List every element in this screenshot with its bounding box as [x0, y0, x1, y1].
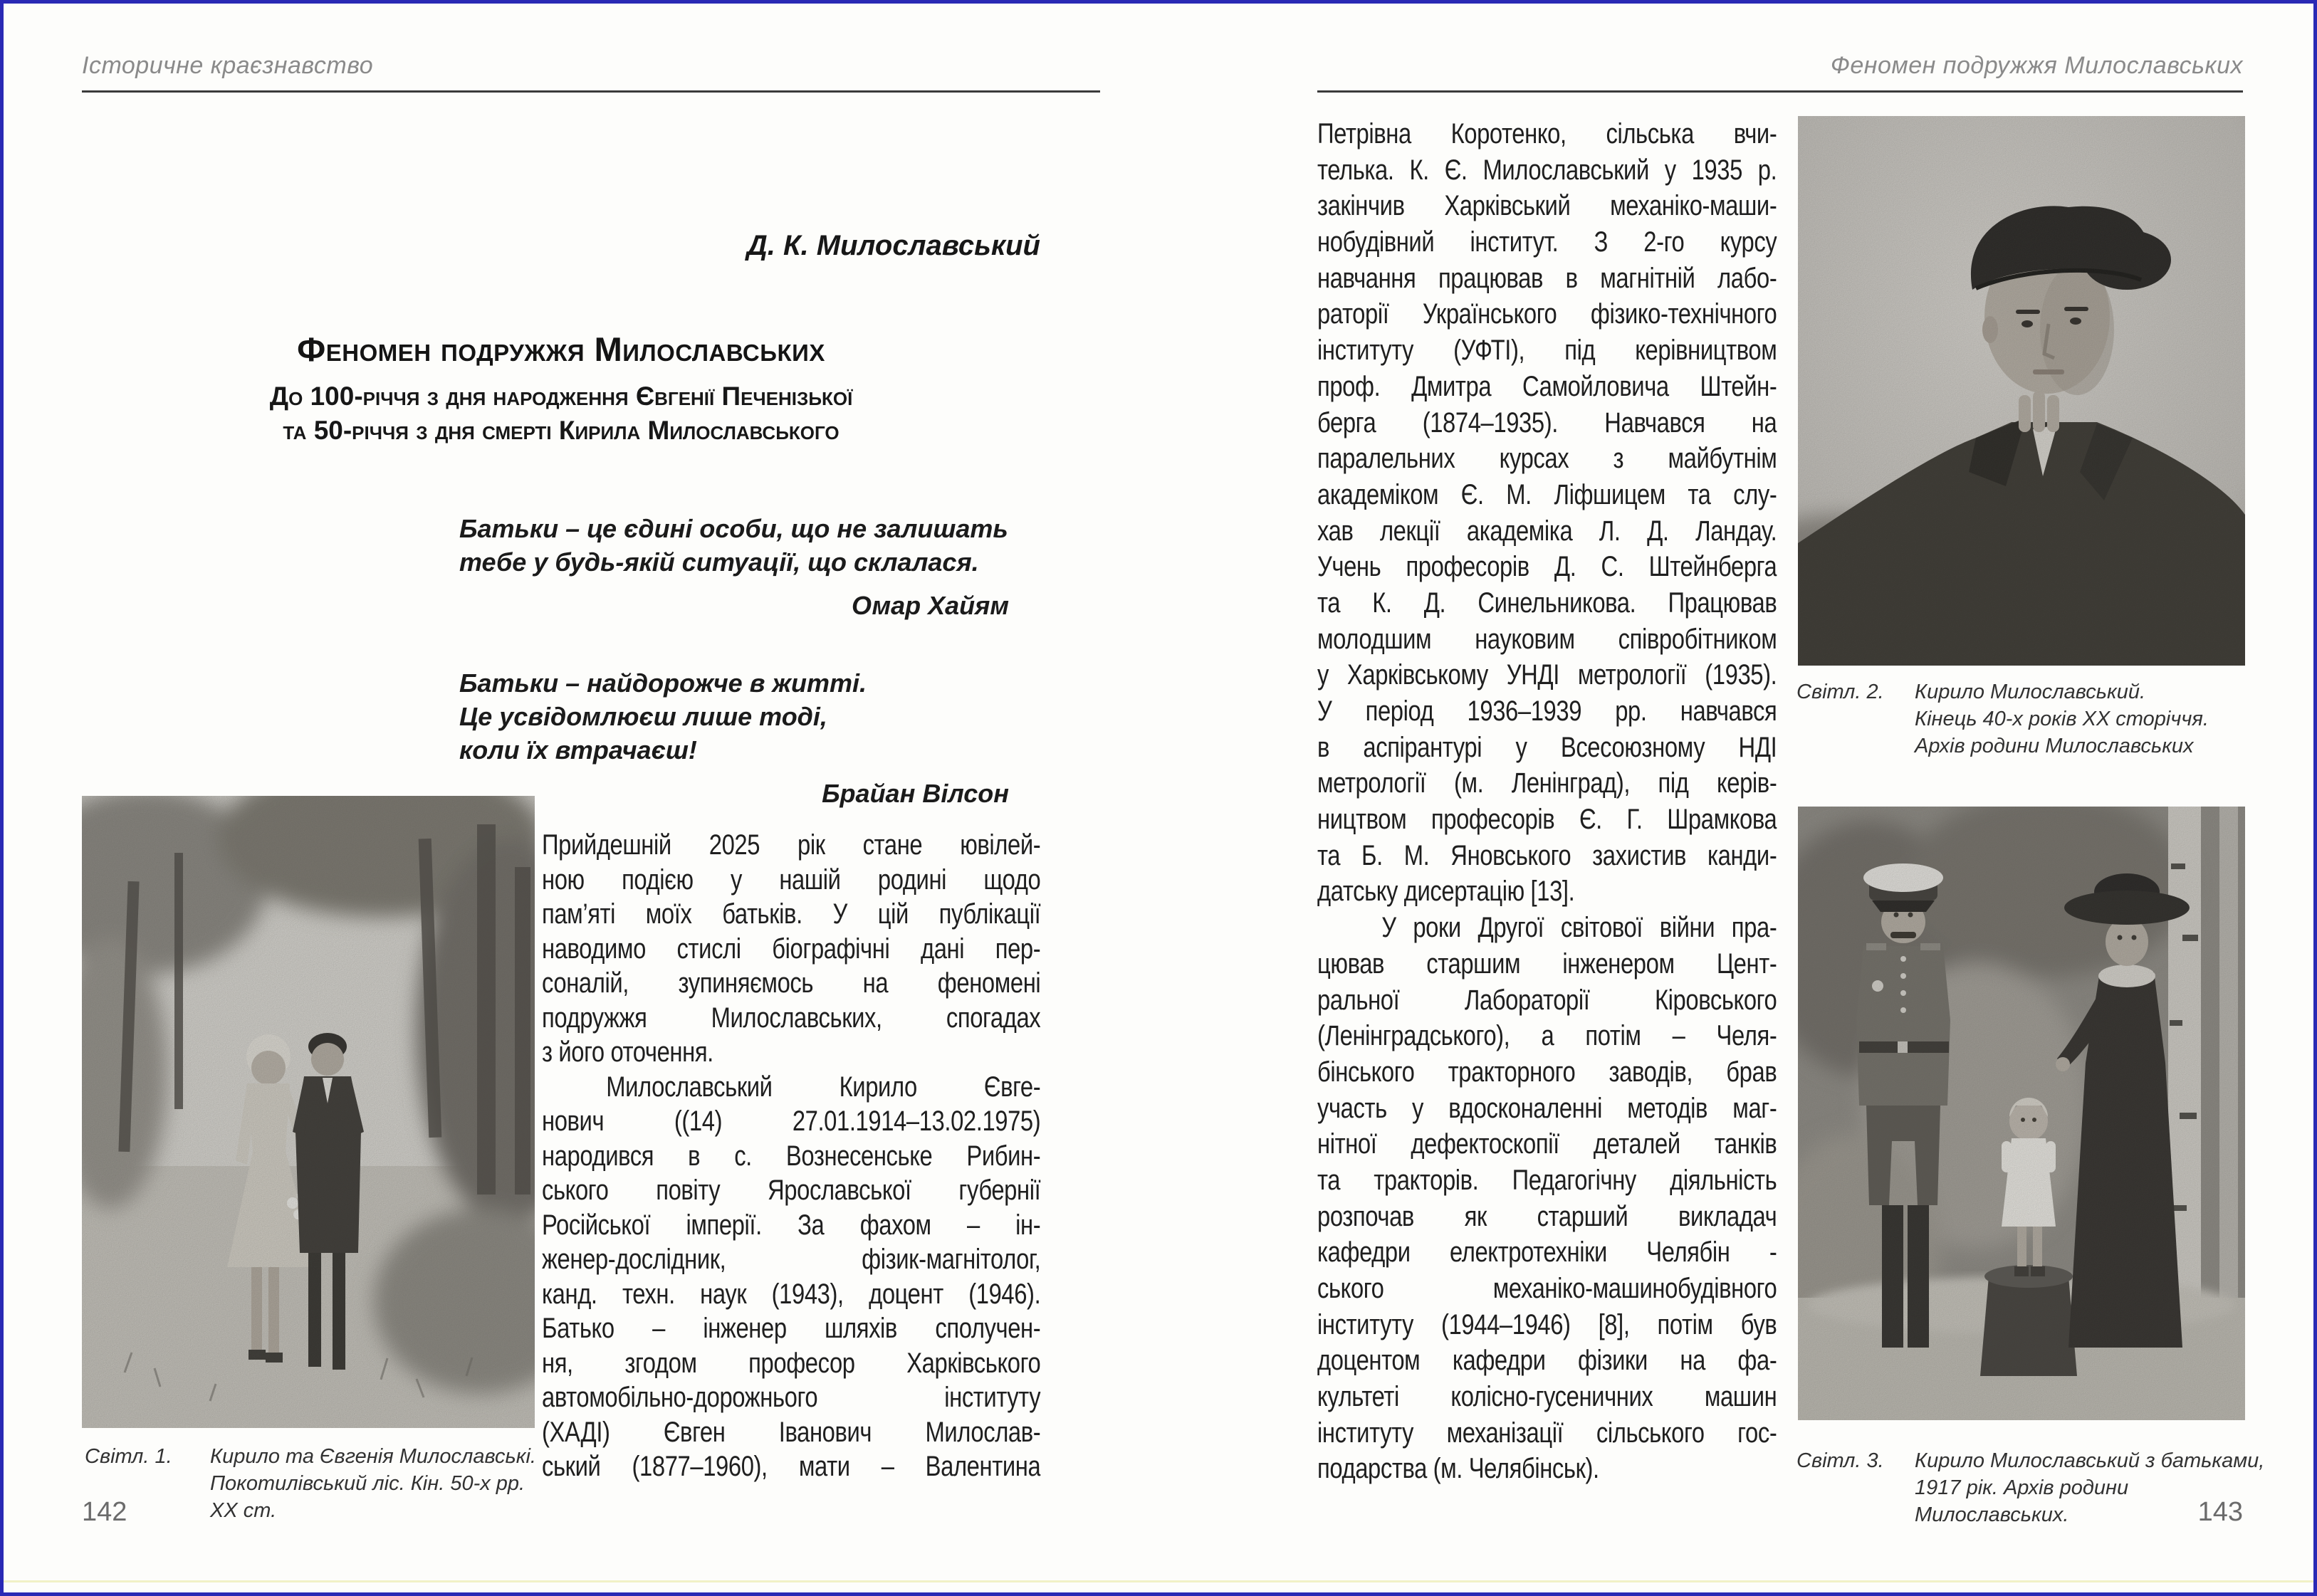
article-title: Феномен подружжя Милославських: [297, 330, 825, 368]
body-text-line: у Харківському УНДІ метрології (1935).: [1317, 659, 1777, 691]
body-text-line: наводимо стислі біографічні дані пер-: [542, 933, 1041, 965]
article-subtitle: [82, 379, 1040, 448]
photo-2-portrait-beret: [1798, 116, 2245, 666]
body-text-line: автомобільно-дорожнього інституту: [542, 1382, 1041, 1413]
epigraph-2-line-3: коли їх втрачаєш!: [459, 735, 697, 765]
body-text-line: інституту (УФТІ), під керівництвом: [1317, 335, 1777, 367]
body-text-line: (Ленінградського), а потім – Челя-: [1317, 1020, 1777, 1052]
body-text-line: Прийдешній 2025 рік стане ювілей-: [542, 829, 1041, 861]
body-text-line: в аспірантурі у Всесоюзному НДІ: [1317, 731, 1777, 763]
body-text-line: нович ((14) 27.01.1914–13.02.1975): [542, 1106, 1041, 1137]
body-text-line: У період 1936–1939 рр. навчався: [1317, 695, 1777, 727]
body-text-line: паралельних курсах з майбутнім: [1317, 443, 1777, 475]
body-text-line: молодшим науковим співробітником: [1317, 623, 1777, 655]
body-text-line: подружжя Милославських, спогадах: [542, 1002, 1041, 1034]
body-text-line: ництвом професорів Є. Г. Шрамкова: [1317, 804, 1777, 836]
body-text-line: подарства (м. Челябінськ).: [1317, 1453, 1599, 1485]
epigraph-1: [459, 512, 1009, 622]
photo-1-couple-in-forest: [82, 796, 535, 1428]
body-text-line: (ХАДІ) Євген Іванович Милослав-: [542, 1416, 1041, 1448]
body-text-line: культеті колісно-гусеничних машин: [1317, 1381, 1777, 1413]
body-text-line: участь у вдосконаленні методів маг-: [1317, 1092, 1777, 1124]
photo-2-caption-line-2: Кінець 40-х років XX сторіччя.: [1915, 708, 2209, 730]
body-text-line: соналій, зупиняємось на феномені: [542, 967, 1041, 999]
body-text-line: кафедри електротехніки Челябін -: [1317, 1237, 1777, 1269]
body-text-line: народився в с. Вознесенське Рибин-: [542, 1140, 1041, 1172]
photo-2-caption: [1796, 678, 2259, 760]
photo-2-caption-line-3: Архів родини Милославських: [1915, 735, 2194, 757]
body-text-line: з його оточення.: [542, 1036, 713, 1068]
body-text-line: ський (1877–1960), мати – Валентина: [542, 1451, 1041, 1482]
epigraph-2-line-1: Батьки – найдорожче в житті.: [459, 668, 867, 698]
body-text-line: метрології (м. Ленінград), під керів-: [1317, 767, 1777, 799]
left-page-number: 142: [82, 1497, 127, 1527]
body-text-line: Учень професорів Д. С. Штейнберга: [1317, 551, 1777, 583]
photo-1-caption-line-1: Кирило та Євгенія Милославські.: [210, 1445, 536, 1468]
body-text-line: ського механіко-машинобудівного: [1317, 1273, 1777, 1304]
photo-3-caption-line-1: Кирило Милославський з батьками,: [1915, 1449, 2265, 1472]
body-text-line: проф. Дмитра Самойловича Штейн-: [1317, 370, 1777, 402]
body-text-line: нітної дефектоскопії деталей танків: [1317, 1128, 1777, 1160]
body-text-line: бінського тракторного заводів, брав: [1317, 1056, 1777, 1088]
photo-3-family-1917: [1798, 807, 2245, 1420]
epigraph-2: [459, 666, 1009, 810]
body-text-line: закінчив Харківський механіко-маши-: [1317, 190, 1777, 222]
subtitle-line-2: та 50-річчя з дня смерті Кирила Милославського: [283, 416, 840, 445]
body-text-line: У роки Другої світової війни пра-: [1381, 912, 1777, 944]
epigraph-2-author: Брайан Вілсон: [822, 779, 1009, 808]
body-text-line: берга (1874–1935). Навчався на: [1317, 406, 1777, 439]
body-text-line: та тракторів. Педагогічну діяльність: [1317, 1164, 1777, 1196]
body-text-line: доцентом кафедри фізики на фа-: [1317, 1345, 1777, 1377]
body-text-line: датську дисертацію [13].: [1317, 876, 1575, 908]
body-text-line: Російської імперії. За фахом – ін-: [542, 1209, 1041, 1241]
right-running-header: Феномен подружжя Милославських: [1830, 52, 2243, 79]
photo-3-illustration: [1798, 807, 2245, 1420]
epigraph-1-line-1: Батьки – це єдині особи, що не залишать: [459, 514, 1008, 543]
body-text-line: ральної Лабораторії Кіровського: [1317, 984, 1777, 1016]
body-text-line: та Б. М. Яновського захистив канди-: [1317, 839, 1777, 871]
body-text-line: раторії Українського фізико-технічного: [1317, 298, 1777, 330]
photo-1-caption-line-2: Покотилівський ліс. Кін. 50-х рр. XX ст.: [210, 1472, 525, 1522]
epigraph-1-author: Омар Хайям: [852, 591, 1009, 620]
body-text-line: розпочав як старший викладач: [1317, 1200, 1777, 1232]
epigraph-2-line-2: Це усвідомлюєш лише тоді,: [459, 702, 827, 731]
left-body-column: [542, 828, 1040, 1497]
body-text-line: женер-дослідник, фізик-магнітолог,: [542, 1244, 1041, 1275]
body-text-line: ня, згодом професор Харківського: [542, 1347, 1041, 1379]
photo-2-caption-label: Світл. 2.: [1796, 681, 1884, 703]
article-author: Д. К. Милославський: [746, 230, 1040, 261]
body-text-line: цював старшим інженером Цент-: [1317, 947, 1777, 980]
body-text-line: канд. техн. наук (1943), доцент (1946).: [542, 1278, 1041, 1310]
body-text-line: Милославський Кирило Євге-: [606, 1071, 1041, 1103]
photo-3-caption-line-2: 1917 рік. Архів родини Милославських.: [1915, 1476, 2129, 1526]
body-text-line: інституту механізації сільського гос-: [1317, 1417, 1777, 1449]
photo-3-caption-label: Світл. 3.: [1796, 1449, 1884, 1472]
body-text-line: телька. К. Є. Милославський у 1935 р.: [1317, 154, 1777, 186]
right-page-number: 143: [2197, 1497, 2243, 1527]
right-page: [1162, 4, 2317, 1592]
body-text-line: ського повіту Ярославської губернії: [542, 1175, 1041, 1206]
body-text-line: Батько – інженер шляхів сполучен-: [542, 1313, 1041, 1344]
body-text-line: хав лекції академіка Л. Д. Ландау.: [1317, 515, 1777, 547]
scan-edge-line: [4, 1580, 2313, 1582]
body-text-line: нобудівний інститут. З 2-го курсу: [1317, 226, 1777, 258]
photo-1-caption-label: Світл. 1.: [85, 1445, 172, 1468]
body-text-line: навчання працював в магнітній лабо-: [1317, 262, 1777, 294]
photo-2-caption-line-1: Кирило Милославський.: [1915, 681, 2146, 703]
body-text-line: ною подією у нашій родині щодо: [542, 863, 1041, 896]
photo-1-caption: [85, 1443, 548, 1524]
left-page: [4, 4, 1162, 1592]
right-body-column: [1317, 116, 1777, 1497]
left-header-rule: [82, 90, 1100, 93]
body-text-line: Петрівна Коротенко, сільська вчи-: [1317, 118, 1777, 149]
photo-1-illustration: [82, 796, 535, 1428]
epigraph-1-line-2: тебе у будь-якій ситуації, що склалася.: [459, 547, 979, 577]
subtitle-line-1: До 100-річчя з дня народження Євгенії Печенізької: [269, 382, 853, 411]
body-text-line: інституту (1944–1946) [8], потім був: [1317, 1308, 1777, 1340]
body-text-line: академіком Є. М. Ліфшицем та слу-: [1317, 478, 1777, 510]
body-text-line: та К. Д. Синельникова. Працював: [1317, 587, 1777, 619]
epigraph-block: [459, 512, 1009, 810]
photo-2-illustration: [1798, 116, 2245, 666]
body-text-line: пам’яті моїх батьків. У цій публікації: [542, 898, 1041, 930]
right-header-rule: [1317, 90, 2243, 93]
left-running-header: Історичне краєзнавство: [82, 52, 374, 79]
